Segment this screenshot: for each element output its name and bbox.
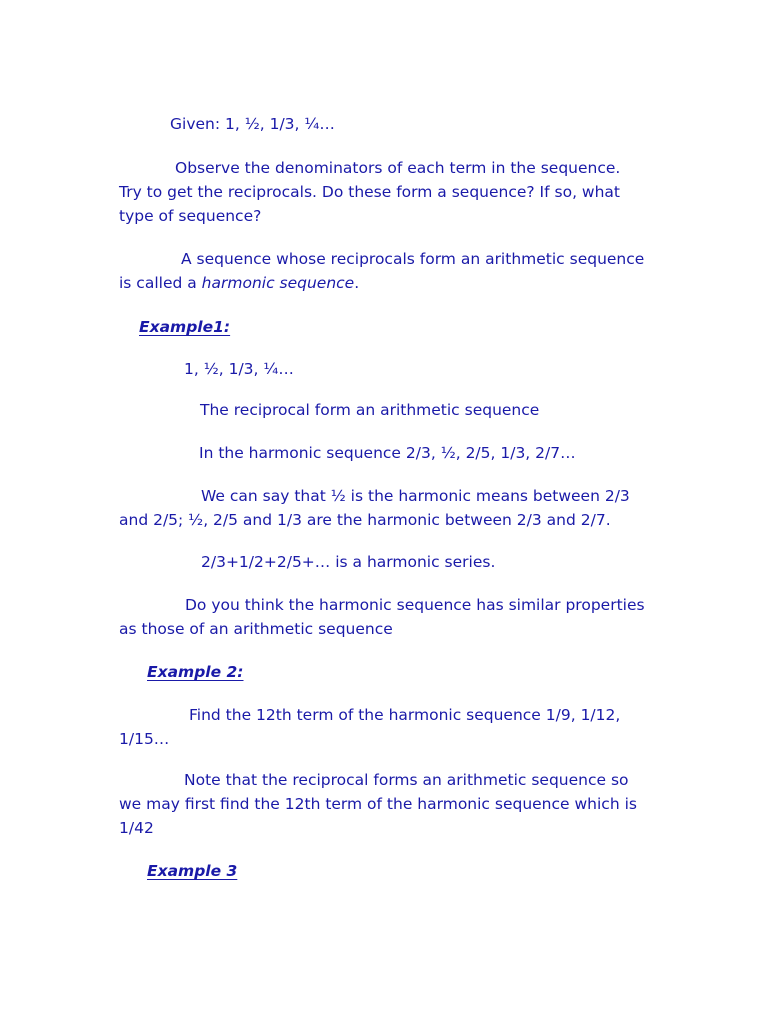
example1-sequence: 1, ½, 1/3, ¼… (184, 360, 294, 378)
example2-solution-line-3: 1/42 (119, 819, 154, 837)
definition-suffix: . (354, 274, 360, 292)
given-line: Given: 1, ½, 1/3, ¼… (170, 115, 335, 133)
example1-series: 2/3+1/2+2/5+… is a harmonic series. (201, 553, 496, 571)
example1-means-line-1: We can say that ½ is the harmonic means between 2/3 (201, 487, 630, 505)
intro-line-1: Observe the denominators of each term in the sequence. (175, 159, 621, 177)
intro-line-2: Try to get the reciprocals. Do these form a sequence? If so, what (119, 183, 621, 201)
definition-line-1: A sequence whose reciprocals form an arithmetic sequence (181, 250, 645, 268)
example1-heading: Example1: (139, 318, 231, 336)
harmonic-sequence-term: harmonic sequence (201, 274, 355, 292)
example1-question-line-1: Do you think the harmonic sequence has similar properties (185, 596, 645, 614)
example3-heading: Example 3 (147, 862, 238, 880)
example2-heading: Example 2: (147, 663, 244, 681)
example2-problem-line-1: Find the 12th term of the harmonic sequence 1/9, 1/12, (189, 706, 621, 724)
example2-problem-line-2: 1/15… (119, 730, 170, 748)
example1-harmonic-sequence: In the harmonic sequence 2/3, ½, 2/5, 1/3, 2/7… (199, 444, 576, 462)
example1-question-line-2: as those of an arithmetic sequence (119, 620, 393, 638)
definition-prefix: is called a (119, 274, 202, 292)
example2-solution-line-1: Note that the reciprocal forms an arithmetic sequence so (184, 771, 629, 789)
example1-means-line-2: and 2/5; ½, 2/5 and 1/3 are the harmonic between 2/3 and 2/7. (119, 511, 611, 529)
intro-line-3: type of sequence? (119, 207, 262, 225)
example2-solution-line-2: we may first find the 12th term of the harmonic sequence which is (119, 795, 637, 813)
definition-line-2 (119, 271, 359, 295)
example1-reciprocal-note: The reciprocal form an arithmetic sequence (200, 401, 540, 419)
